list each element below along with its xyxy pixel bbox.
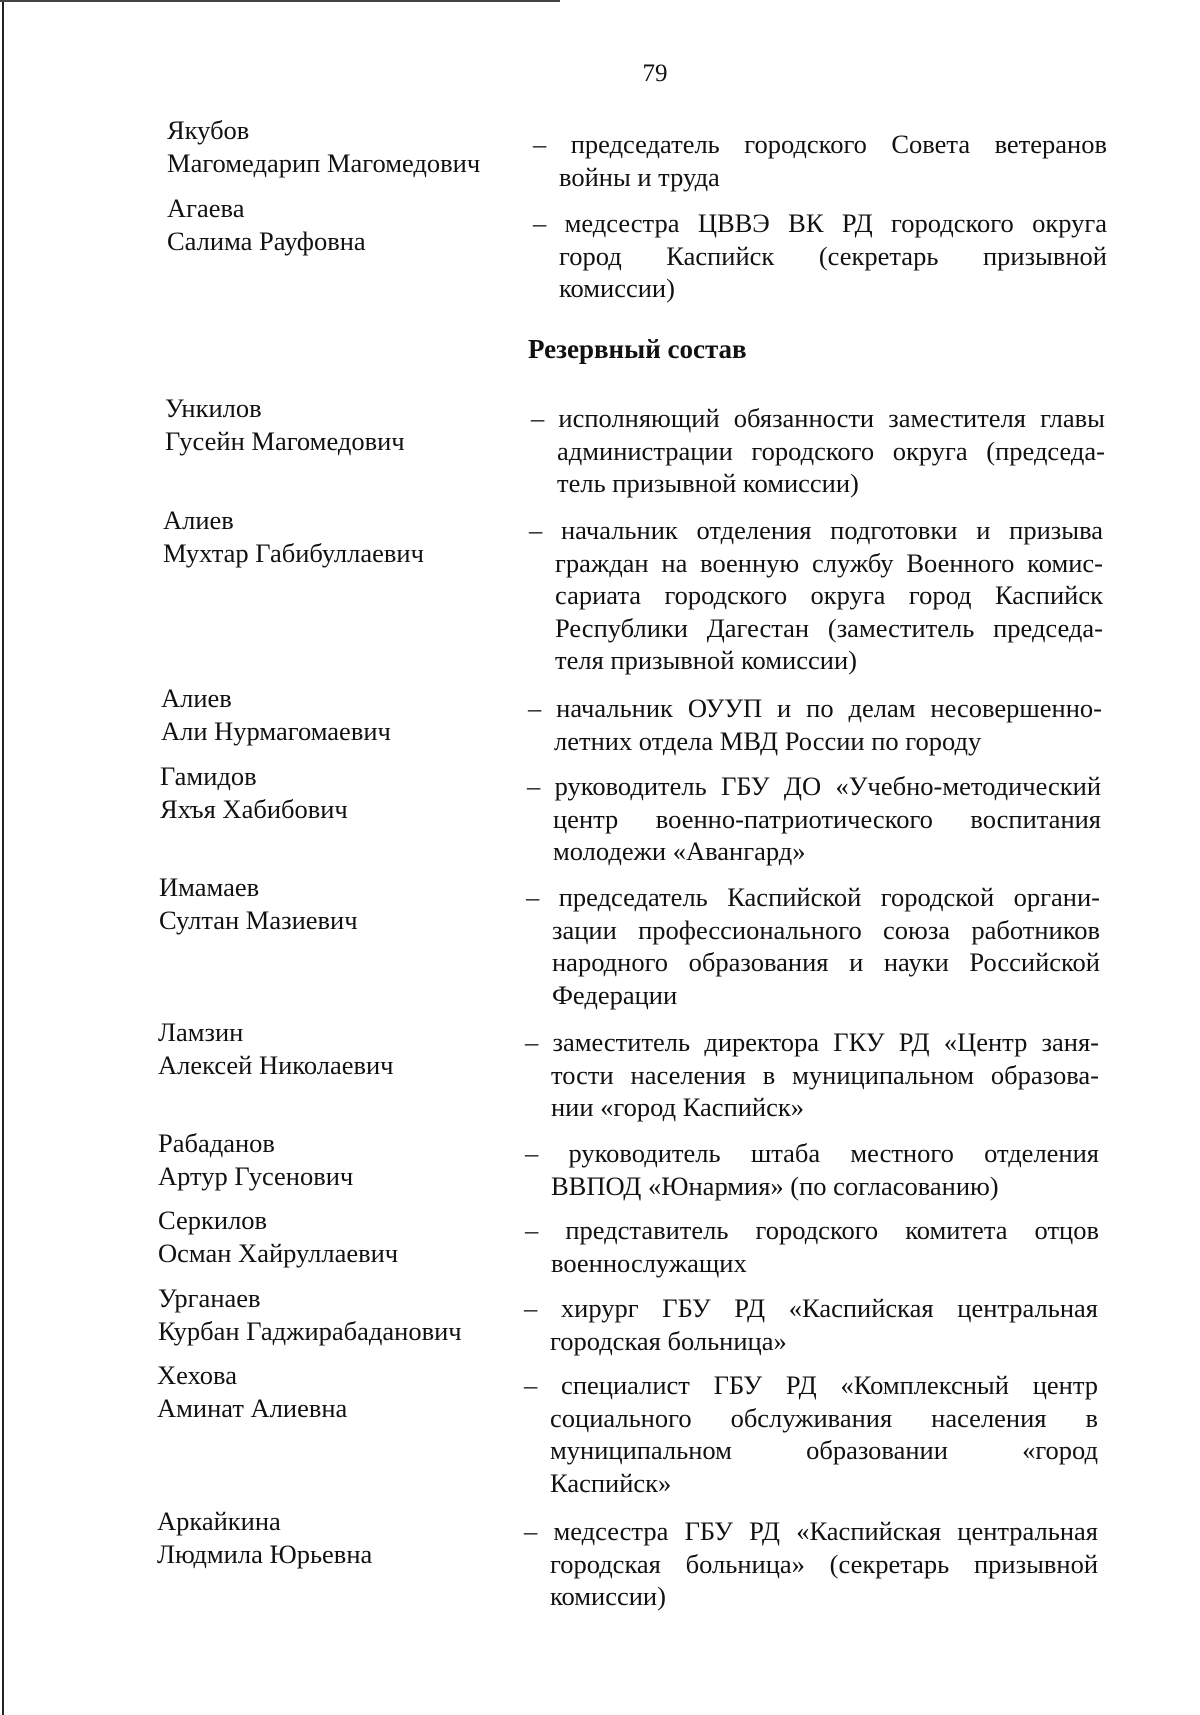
member-name <box>157 1505 372 1570</box>
member-position <box>533 207 1107 305</box>
position-line: – начальник ОУУП и по делам несовершенно- <box>528 693 1102 723</box>
member-name <box>159 871 358 936</box>
position-line: – председатель городского Совета ветеранов <box>533 129 1107 159</box>
member-given-names: Яхъя Хабибович <box>160 793 348 824</box>
member-name <box>157 1359 347 1424</box>
member-given-names: Алексей Николаевич <box>158 1049 394 1080</box>
position-line: – хирург ГБУ РД «Каспийская центральная <box>524 1293 1098 1323</box>
position-line: – медсестра ЦВВЭ ВК РД городского округа <box>533 208 1107 238</box>
section-heading-reserve: Резервный состав <box>528 334 747 364</box>
member-given-names: Али Нурмагомаевич <box>161 715 391 746</box>
member-surname: Хехова <box>157 1360 237 1390</box>
member-position <box>531 402 1105 500</box>
member-surname: Аркайкина <box>157 1506 281 1536</box>
position-line: зации профессионального союза работников <box>552 914 1100 945</box>
member-position <box>528 692 1102 757</box>
member-name <box>158 1282 462 1347</box>
position-line: социального обслуживания населения в <box>550 1402 1098 1433</box>
member-name <box>165 392 405 457</box>
member-given-names: Гусейн Магомедович <box>165 425 405 456</box>
member-surname: Ламзин <box>158 1017 244 1047</box>
position-line: город Каспийск (секретарь призывной <box>559 240 1107 271</box>
position-line: молодежи «Авангард» <box>553 836 806 866</box>
member-position <box>526 881 1100 1011</box>
position-line: – специалист ГБУ РД «Комплексный центр <box>524 1370 1098 1400</box>
member-given-names: Артур Гусенович <box>158 1160 354 1191</box>
member-given-names: Магомедарип Магомедович <box>167 147 481 178</box>
member-given-names: Мухтар Габибуллаевич <box>163 537 424 568</box>
member-given-names: Осман Хайруллаевич <box>158 1237 399 1268</box>
member-position <box>527 770 1101 868</box>
position-line: ВВПОД «Юнармия» (по согласованию) <box>551 1170 999 1201</box>
position-line: – руководитель ГБУ ДО «Учебно-методический <box>527 771 1101 801</box>
position-line: тости населения в муниципальном образова- <box>551 1059 1099 1090</box>
position-line: муниципальном образовании «город <box>550 1435 1098 1465</box>
member-surname: Гамидов <box>160 761 257 791</box>
member-position <box>524 1515 1098 1613</box>
member-surname: Якубов <box>167 115 250 145</box>
member-position <box>525 1214 1099 1279</box>
position-line: администрации городского округа (председа- <box>557 435 1105 466</box>
position-line: городская больница» <box>550 1325 787 1356</box>
member-surname: Ункилов <box>165 393 262 423</box>
page-number: 79 <box>642 60 668 87</box>
member-position <box>529 514 1103 677</box>
position-line: Каспийск» <box>550 1467 672 1498</box>
position-line: комиссии) <box>559 273 675 303</box>
member-surname: Агаева <box>167 193 245 223</box>
member-name <box>167 114 480 179</box>
scan-edge-top <box>0 0 560 2</box>
position-line: – исполняющий обязанности заместителя главы <box>531 403 1105 433</box>
member-position <box>533 128 1107 193</box>
position-line: Федерации <box>552 979 678 1010</box>
position-line: сариата городского округа город Каспийск <box>555 580 1103 610</box>
position-line: – представитель городского комитета отцов <box>525 1215 1099 1245</box>
member-surname: Алиев <box>163 505 234 535</box>
position-line: центр военно-патриотического воспитания <box>553 803 1101 834</box>
member-given-names: Курбан Гаджирабаданович <box>158 1315 462 1346</box>
member-name <box>158 1016 394 1081</box>
member-surname: Серкилов <box>158 1205 268 1235</box>
member-surname: Имамаев <box>159 872 260 902</box>
member-position <box>525 1026 1099 1124</box>
member-surname: Алиев <box>161 683 232 713</box>
member-given-names: Султан Мазиевич <box>159 904 358 935</box>
member-given-names: Салима Рауфовна <box>167 225 366 256</box>
member-name <box>167 192 366 257</box>
position-line: тель призывной комиссии) <box>557 468 859 498</box>
member-position <box>524 1369 1098 1499</box>
member-position <box>524 1292 1098 1357</box>
member-name <box>158 1127 353 1192</box>
member-surname: Урганаев <box>158 1283 261 1313</box>
position-line: Республики Дагестан (заместитель председа- <box>555 612 1103 643</box>
position-line: – начальник отделения подготовки и призыва <box>529 515 1103 545</box>
member-given-names: Аминат Алиевна <box>157 1392 348 1423</box>
position-line: комиссии) <box>550 1581 666 1611</box>
position-line: – заместитель директора ГКУ РД «Центр заня- <box>525 1027 1099 1057</box>
position-line: – руководитель штаба местного отделения <box>525 1138 1099 1168</box>
position-line: летних отдела МВД России по городу <box>554 725 982 756</box>
member-position <box>525 1137 1099 1202</box>
position-line: теля призывной комиссии) <box>555 645 857 675</box>
member-given-names: Людмила Юрьевна <box>157 1538 373 1569</box>
position-line: городская больница» (секретарь призывной <box>550 1548 1098 1579</box>
position-line: военнослужащих <box>551 1247 747 1278</box>
member-name <box>163 504 424 569</box>
position-line: войны и труда <box>559 161 720 192</box>
member-name <box>160 760 348 825</box>
position-line: граждан на военную службу Военного комис- <box>555 547 1103 578</box>
position-line: народного образования и науки Российской <box>552 947 1100 977</box>
position-line: нии «город Каспийск» <box>551 1092 805 1122</box>
member-name <box>161 682 391 747</box>
member-name <box>158 1204 398 1269</box>
scan-edge-left <box>2 0 4 1715</box>
position-line: – медсестра ГБУ РД «Каспийская центральная <box>524 1516 1098 1546</box>
member-surname: Рабаданов <box>158 1128 275 1158</box>
position-line: – председатель Каспийской городской органи- <box>526 882 1100 912</box>
